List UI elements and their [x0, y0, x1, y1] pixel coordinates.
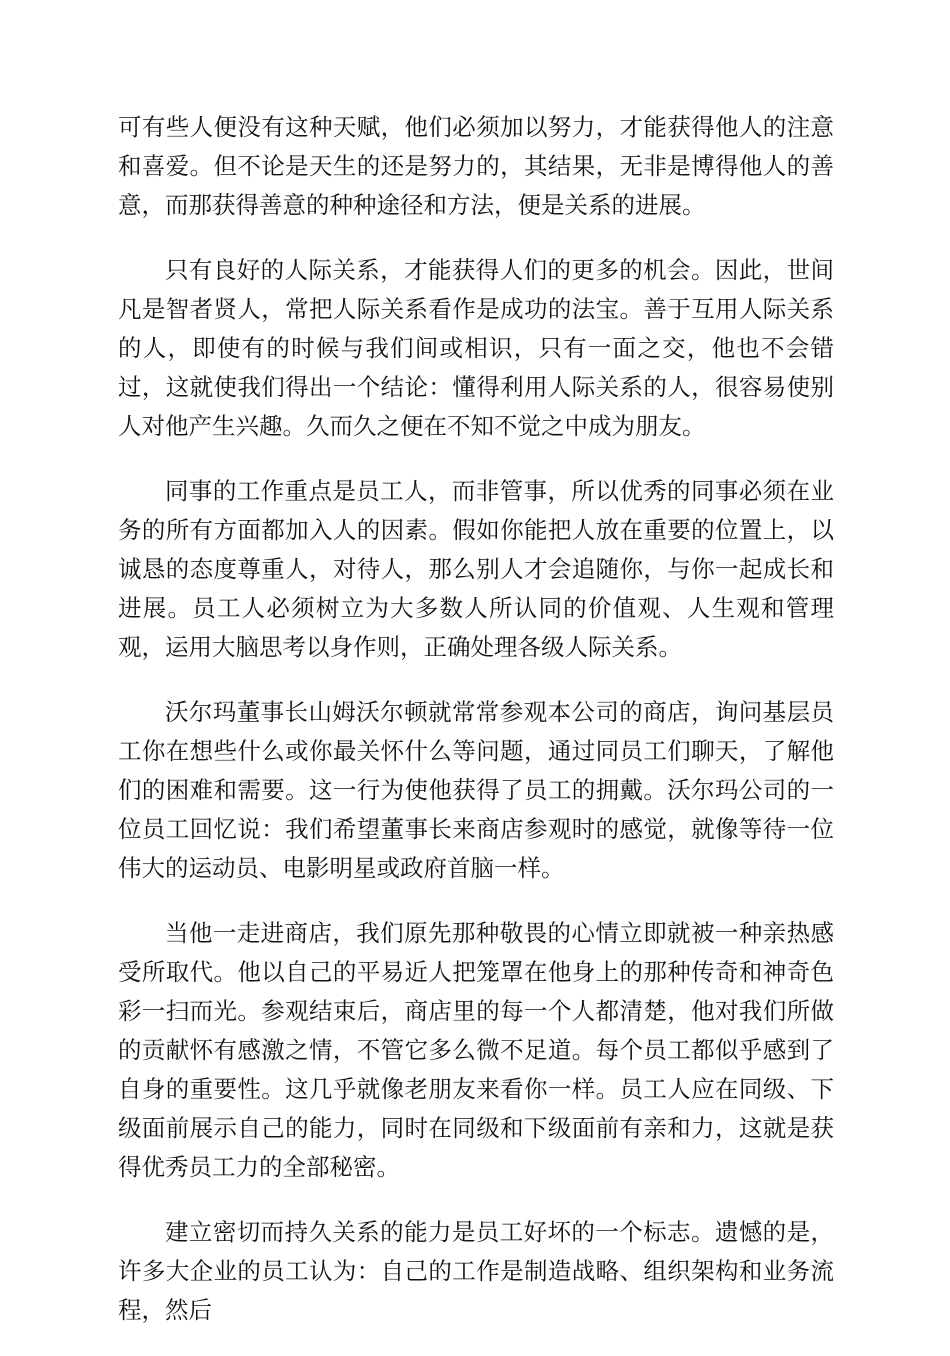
- paragraph-3: 同事的工作重点是员工人，而非管事，所以优秀的同事必须在业务的所有方面都加入人的因素。假如你能把人放在重要的位置上，以诚恳的态度尊重人，对待人，那么别人才会追随你，与你一起成长和进展。员工人必须树立为大多数人所认同的价值观、人生观和管理观，运用大脑思考以身作则，正确处理各级人际关系。: [118, 477, 834, 661]
- paragraph-1: 可有些人便没有这种天赋，他们必须加以努力，才能获得他人的注意和喜爱。但不论是天生的还是努力的，其结果，无非是博得他人的善意，而那获得善意的种种途径和方法，便是关系的进展。: [118, 113, 834, 219]
- paragraph-4: 沃尔玛董事长山姆沃尔顿就常常参观本公司的商店，询问基层员工你在想些什么或你最关怀什么等问题，通过同员工们聊天，了解他们的困难和需要。这一行为使他获得了员工的拥戴。沃尔玛公司的一位员工回忆说：我们希望董事长来商店参观时的感觉，就像等待一位伟大的运动员、电影明星或政府首脑一样。: [118, 698, 834, 882]
- document-page: [118, 108, 834, 1356]
- paragraph-2: 只有良好的人际关系，才能获得人们的更多的机会。因此，世间凡是智者贤人，常把人际关系看作是成功的法宝。善于互用人际关系的人，即使有的时候与我们间或相识，只有一面之交，他也不会错过，这就使我们得出一个结论：懂得利用人际关系的人，很容易使别人对他产生兴趣。久而久之便在不知不觉之中成为朋友。: [118, 256, 834, 440]
- paragraph-5: 当他一走进商店，我们原先那种敬畏的心情立即就被一种亲热感受所取代。他以自己的平易近人把笼罩在他身上的那种传奇和神奇色彩一扫而光。参观结束后，商店里的每一个人都清楚，他对我们所做的贡献怀有感激之情，不管它多么微不足道。每个员工都似乎感到了自身的重要性。这几乎就像老朋友来看你一样。员工人应在同级、下级面前展示自己的能力，同时在同级和下级面前有亲和力，这就是获得优秀员工力的全部秘密。: [118, 919, 834, 1181]
- paragraph-6: 建立密切而持久关系的能力是员工好坏的一个标志。遗憾的是，许多大企业的员工认为：自己的工作是制造战略、组织架构和业务流程，然后: [118, 1218, 834, 1324]
